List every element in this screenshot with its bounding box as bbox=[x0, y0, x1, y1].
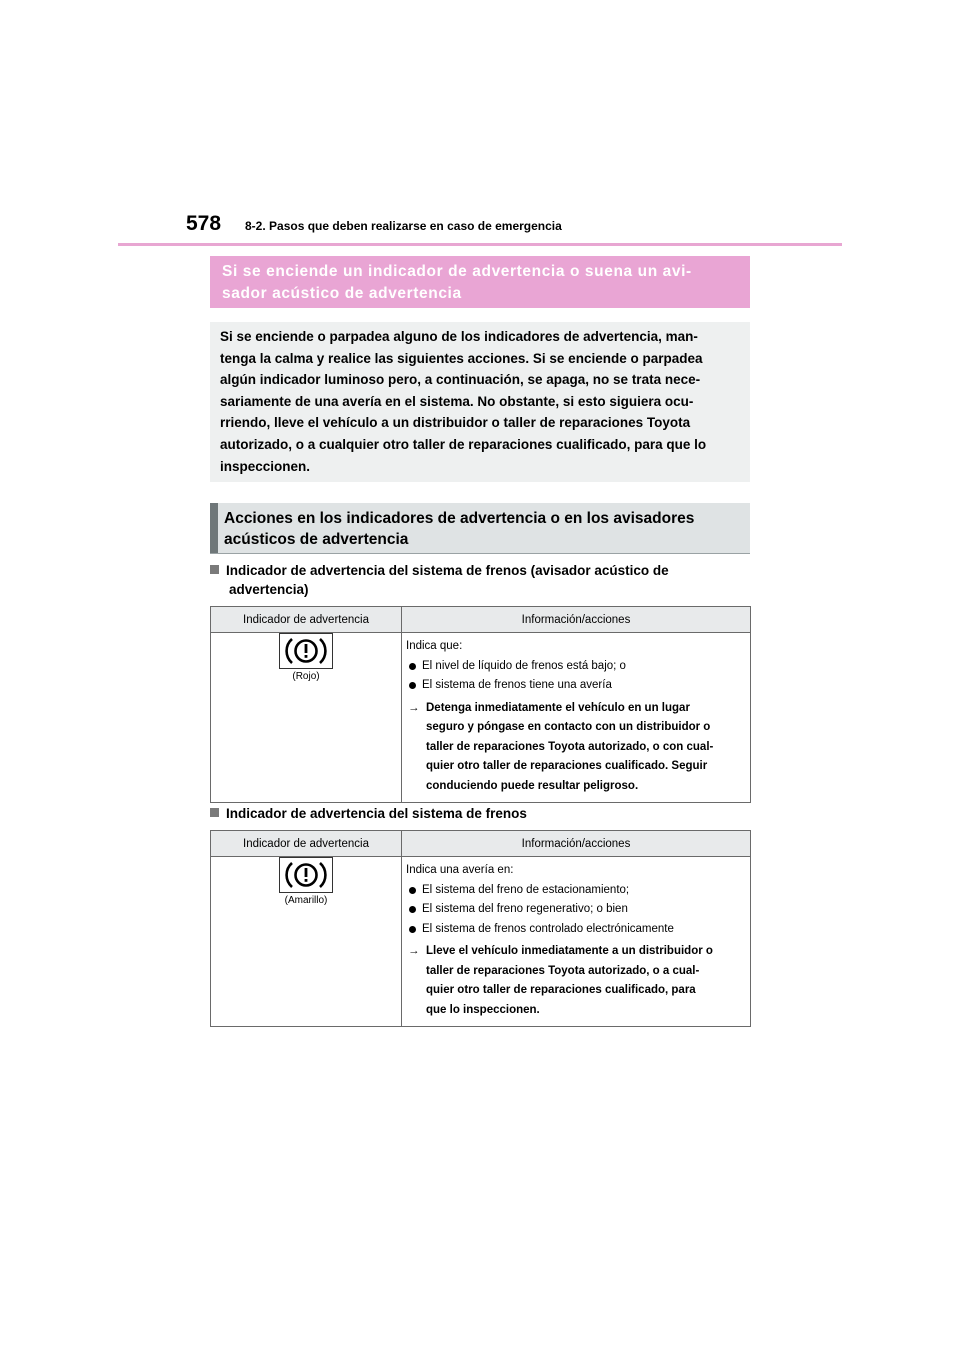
table-row bbox=[211, 633, 751, 803]
indicator-cell bbox=[211, 857, 402, 1027]
col-header-info: Información/acciones bbox=[402, 607, 751, 633]
action-line: que lo inspeccionen. bbox=[426, 1003, 540, 1016]
subheading-brake-yellow bbox=[210, 804, 750, 823]
subheading-line: advertencia) bbox=[229, 582, 309, 597]
table-header-row bbox=[211, 831, 751, 857]
action-line: quier otro taller de reparaciones cualificado. Seguir bbox=[426, 760, 708, 772]
bullet-item: El nivel de líquido de frenos está bajo; o bbox=[406, 657, 746, 677]
lamp-color-caption: (Rojo) bbox=[292, 671, 320, 682]
action-line: taller de reparaciones Toyota autorizado, o a cual- bbox=[426, 964, 700, 977]
arrow-icon: → bbox=[408, 701, 420, 714]
col-header-info: Información/acciones bbox=[402, 831, 751, 857]
bullet-item: El sistema de frenos controlado electrónicamente bbox=[406, 920, 746, 940]
bullet-item: El sistema de frenos tiene una avería bbox=[406, 676, 746, 696]
info-intro: Indica que: bbox=[406, 640, 463, 652]
header-rule bbox=[118, 243, 842, 246]
subheading-line: Indicador de advertencia del sistema de frenos (avisador acústico de bbox=[226, 563, 669, 578]
section-heading-line: acústicos de advertencia bbox=[224, 531, 409, 548]
action-line: Detenga inmediatamente el vehículo en un lugar bbox=[426, 701, 690, 714]
action-line: seguro y póngase en contacto con un distribuidor o bbox=[426, 721, 711, 733]
table-row bbox=[211, 857, 751, 1027]
section-heading-line: Acciones en los indicadores de advertencia o en los avisadores bbox=[224, 510, 695, 527]
arrow-icon: → bbox=[408, 945, 420, 957]
intro-line: Si se enciende o parpadea alguno de los indicadores de advertencia, man- bbox=[220, 329, 698, 344]
bullet-item: El sistema del freno de estacionamiento; bbox=[406, 881, 746, 901]
info-cell bbox=[402, 633, 751, 803]
brake-warning-icon bbox=[279, 857, 333, 893]
brake-warning-icon bbox=[279, 633, 333, 669]
subheading-brake-red bbox=[210, 561, 750, 599]
banner-line: sador acústico de advertencia bbox=[222, 285, 462, 302]
action-block bbox=[406, 699, 746, 797]
intro-line: tenga la calma y realice las siguientes acciones. Si se enciende o parpadea bbox=[220, 350, 703, 366]
subheading-line: Indicador de advertencia del sistema de frenos bbox=[226, 806, 527, 821]
intro-box bbox=[210, 322, 750, 482]
action-line: Lleve el vehículo inmediatamente a un distribuidor o bbox=[426, 945, 713, 957]
banner-line: Si se enciende un indicador de advertencia o suena un avi- bbox=[222, 263, 692, 280]
intro-line: algún indicador luminoso pero, a continuación, se apaga, no se trata nece- bbox=[220, 372, 701, 388]
section-heading bbox=[210, 503, 750, 554]
intro-line: rriendo, lleve el vehículo a un distribuidor o taller de reparaciones Toyota bbox=[220, 415, 691, 431]
action-line: quier otro taller de reparaciones cualificado, para bbox=[426, 984, 696, 996]
indicator-cell bbox=[211, 633, 402, 803]
running-head: 8-2. Pasos que deben realizarse en caso de emergencia bbox=[245, 219, 562, 233]
table-header-row bbox=[211, 607, 751, 633]
square-bullet-icon bbox=[210, 565, 219, 574]
bullet-item: El sistema del freno regenerativo; o bien bbox=[406, 900, 746, 920]
col-header-indicator: Indicador de advertencia bbox=[211, 831, 402, 857]
intro-line: sariamente de una avería en el sistema. No obstante, si esto siguiera ocu- bbox=[220, 393, 694, 409]
pink-banner bbox=[210, 256, 750, 308]
warning-table-red bbox=[210, 606, 751, 803]
info-cell bbox=[402, 857, 751, 1027]
square-bullet-icon bbox=[210, 808, 219, 817]
action-block bbox=[406, 942, 746, 1020]
page-number: 578 bbox=[186, 212, 222, 235]
action-line: conduciendo puede resultar peligroso. bbox=[426, 779, 639, 792]
info-intro: Indica una avería en: bbox=[406, 864, 514, 876]
col-header-indicator: Indicador de advertencia bbox=[211, 607, 402, 633]
warning-table-yellow bbox=[210, 830, 751, 1027]
intro-line: inspeccionen. bbox=[220, 458, 311, 474]
lamp-color-caption: (Amarillo) bbox=[284, 895, 328, 906]
action-line: taller de reparaciones Toyota autorizado, o con cual- bbox=[426, 740, 714, 753]
intro-line: autorizado, o a cualquier otro taller de reparaciones cualificado, para que lo bbox=[220, 436, 707, 452]
